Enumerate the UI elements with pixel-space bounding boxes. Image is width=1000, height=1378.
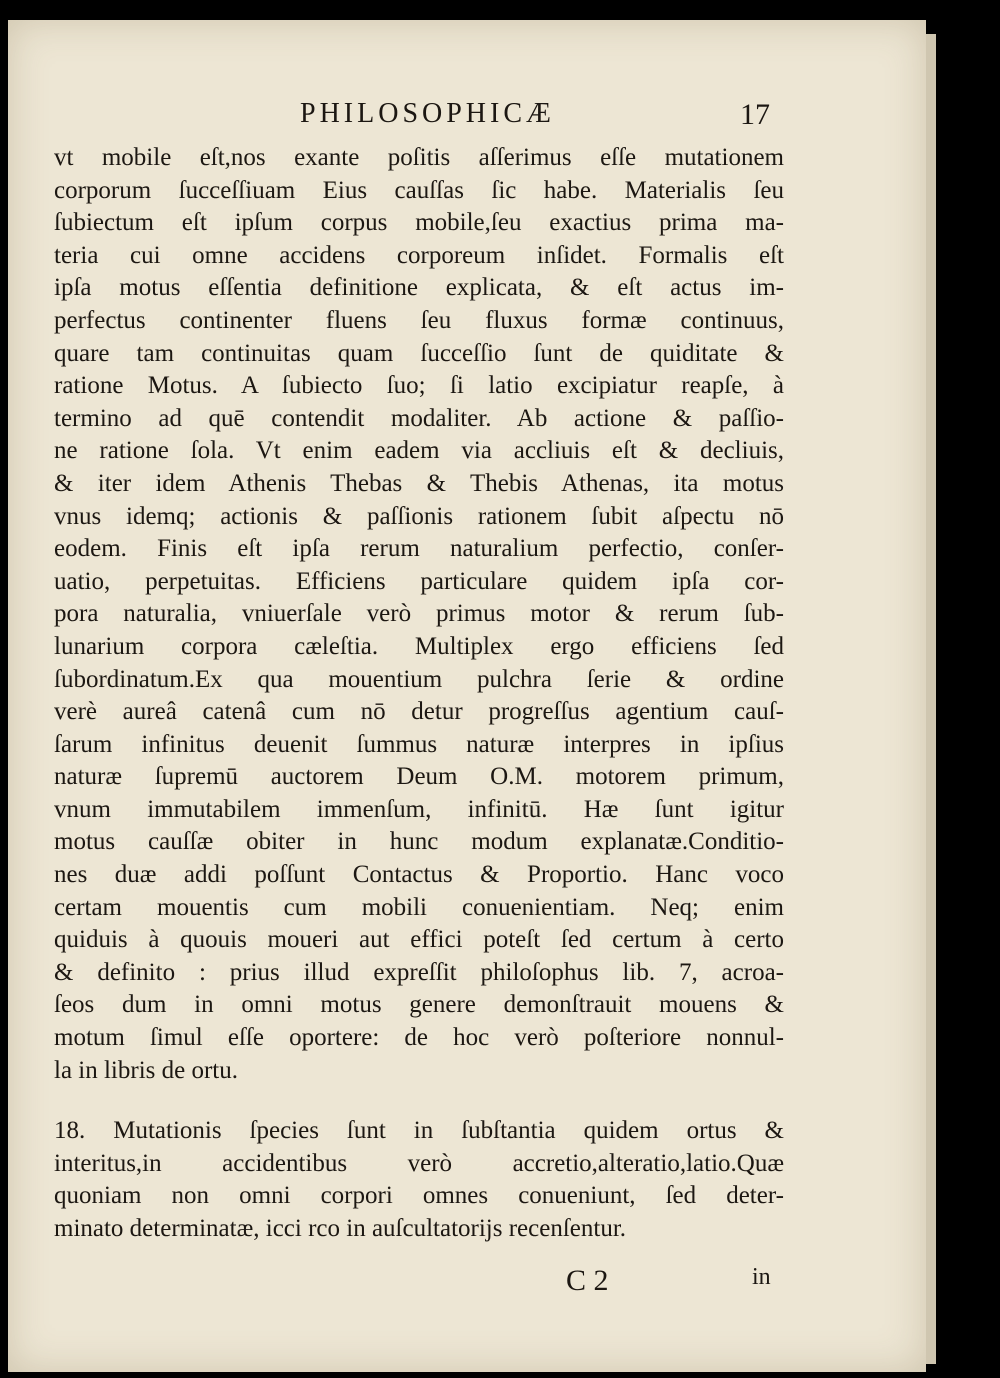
signature-mark: C 2 [566, 1264, 609, 1297]
text-line: teria cui omne accidens corporeum inſidet. Formalis eſt [54, 241, 784, 269]
page-edge [926, 34, 936, 1364]
text-line: corporum ſucceſſiuam Eius cauſſas ſic habe. Materialis ſeu [54, 176, 784, 204]
text-line: minato determinatæ, icci rco in auſcultatorijs recenſentur. [54, 1215, 627, 1242]
text-line: 18. Mutationis ſpecies ſunt in ſubſtantia quidem ortus & [54, 1117, 784, 1145]
text-line: ſubiectum eſt ipſum corpus mobile,ſeu exactius prima ma- [54, 209, 784, 237]
text-line: motum ſimul eſſe oportere: de hoc verò poſteriore nonnul- [54, 1024, 784, 1052]
text-line: lunarium corpora cæleſtia. Multiplex ergo efficiens ſed [54, 632, 784, 660]
paragraph-2 [54, 1115, 784, 1245]
body-text [54, 142, 784, 1246]
text-line: termino ad quē contendit modaliter. Ab actione & paſſio- [54, 404, 784, 432]
text-line: perfectus continenter fluens ſeu fluxus formæ continuus, [54, 306, 784, 334]
running-head: PHILOSOPHICÆ [300, 98, 555, 129]
text-line: motus cauſſæ obiter in hunc modum explanatæ.Conditio- [54, 828, 784, 856]
text-line: interitus,in accidentibus verò accretio,alteratio,latio.Quæ [54, 1149, 784, 1177]
text-line: vt mobile eſt,nos exante poſitis aſſerimus eſſe mutationem [54, 144, 784, 171]
text-line: quare tam continuitas quam ſucceſſio ſunt de quiditate & [54, 339, 784, 367]
text-line: ratione Motus. A ſubiecto ſuo; ſi latio excipiatur reapſe, à [54, 372, 784, 400]
text-line: eodem. Finis eſt ipſa rerum naturalium perfectio, conſer- [54, 535, 784, 563]
page-number: 17 [740, 98, 770, 131]
text-line: & definito : prius illud expreſſit philoſophus lib. 7, acroa- [54, 958, 784, 986]
text-line: ſeos dum in omni motus genere demonſtrauit mouens & [54, 991, 784, 1019]
text-line: ſarum infinitus deuenit ſummus naturæ interpres in ipſius [54, 730, 784, 758]
text-line: quiduis à quouis moueri aut effici poteſt ſed certum à certo [54, 926, 784, 954]
text-line: vnus idemq; actionis & paſſionis rationem ſubit aſpectu nō [54, 502, 784, 530]
paragraph-1 [54, 142, 784, 1087]
text-line: ipſa motus eſſentia definitione explicata, & eſt actus im- [54, 274, 784, 302]
catchword: in [752, 1264, 771, 1290]
text-line: vnum immutabilem immenſum, infinitū. Hæ ſunt igitur [54, 795, 784, 823]
text-line: nes duæ addi poſſunt Contactus & Proportio. Hanc voco [54, 861, 784, 889]
text-line: naturæ ſupremū auctorem Deum O.M. motorem primum, [54, 763, 784, 791]
text-line: ſubordinatum.Ex qua mouentium pulchra ſerie & ordine [54, 665, 784, 693]
text-line: & iter idem Athenis Thebas & Thebis Athenas, ita motus [54, 469, 784, 497]
text-line: uatio, perpetuitas. Efficiens particulare quidem ipſa cor- [54, 567, 784, 595]
text-line: verè aureâ catenâ cum nō detur progreſſus agentium cauſ- [54, 698, 784, 726]
text-line: certam mouentis cum mobili conuenientiam. Neq; enim [54, 893, 784, 921]
text-line: ne ratione ſola. Vt enim eadem via accliuis eſt & decliuis, [54, 437, 784, 465]
text-line: quoniam non omni corpori omnes conueniunt, ſed deter- [54, 1182, 784, 1210]
text-line: la in libris de ortu. [54, 1056, 238, 1084]
text-line: pora naturalia, vniuerſale verò primus motor & rerum ſub- [54, 600, 784, 628]
